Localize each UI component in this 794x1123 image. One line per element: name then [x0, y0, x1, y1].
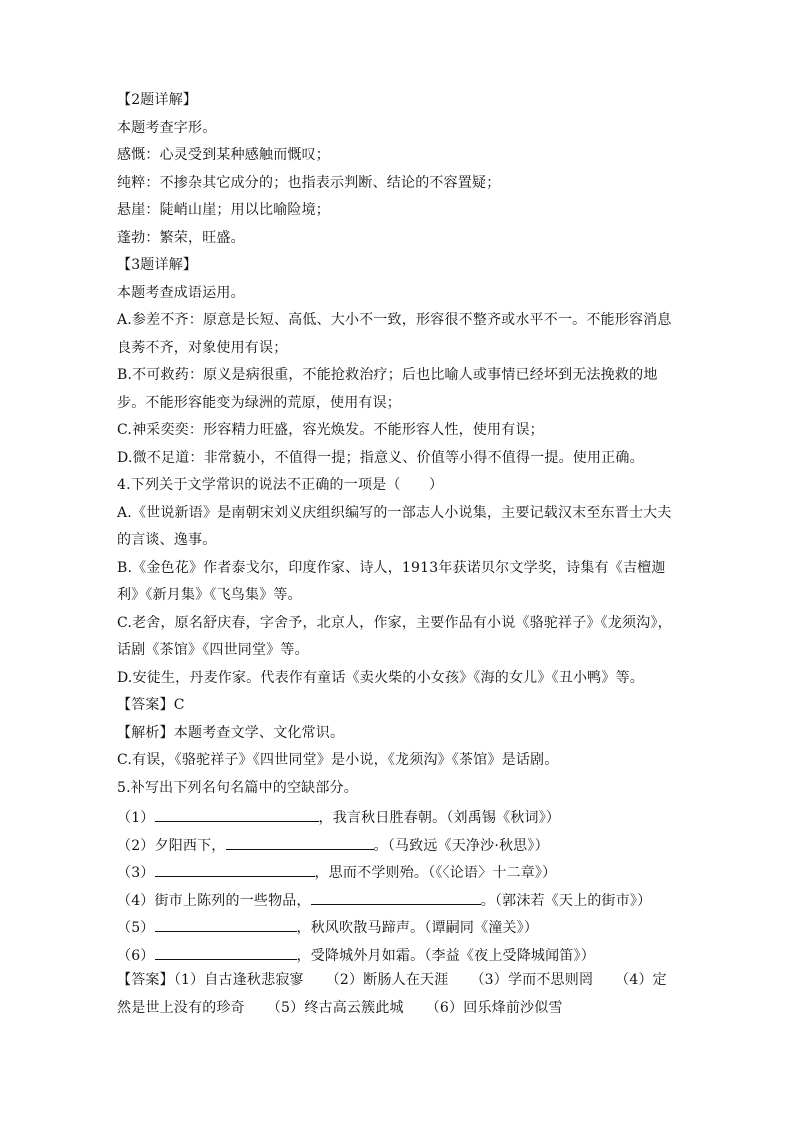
section-heading-q3: 【3题详解】 — [117, 257, 198, 273]
blank-prefix: （5） — [117, 920, 155, 936]
text-line: 利》《新月集》《飞鸟集》等。 — [117, 587, 302, 603]
blank-suffix: 。（郭沫若《天上的街市》） — [480, 892, 652, 909]
answer-label: 【答案】 — [117, 972, 174, 988]
text-line: 步。不能形容能变为绿洲的荒原，使用有误； — [117, 394, 401, 411]
question-5: 5.补写出下列名句名篇中的空缺部分。 — [117, 779, 358, 796]
text-line: 悬崖：陡峭山崖；用以比喻险境； — [117, 202, 330, 218]
blank-line — [155, 808, 319, 822]
option-d: D.安徒生，丹麦作家。代表作有童话《卖火柴的小女孩》《海的女儿》《丑小鸭》等。 — [117, 669, 644, 686]
fill-blank-item — [117, 808, 677, 826]
fill-blank-item — [117, 863, 677, 881]
blank-line — [155, 946, 297, 960]
answer-item: （2）断肠人在天涯 — [325, 972, 449, 988]
blank-suffix: ，受降城外月如霜。（李益《夜上受降城闻笛》） — [296, 947, 595, 964]
blank-suffix: ，我言秋日胜春朝。（刘禹锡《秋词》） — [318, 810, 561, 826]
answer-item: （1）自古逢秋悲寂寥 — [173, 972, 304, 988]
fill-blank-item — [117, 836, 677, 854]
blank-suffix: 。（马致远《天净沙·秋思》） — [373, 837, 549, 854]
blank-line — [155, 863, 315, 877]
fill-blank-item — [117, 946, 677, 964]
text-line: 感慨：心灵受到某种感触而慨叹； — [117, 147, 330, 163]
document-page — [117, 93, 677, 1028]
text-line: 蓬勃：繁荣，旺盛。 — [117, 229, 245, 246]
blank-prefix: （2）夕阳西下， — [117, 837, 226, 854]
blank-prefix: （6） — [117, 947, 155, 964]
section-heading-q2: 【2题详解】 — [117, 92, 198, 108]
text-line: A.参差不齐：原意是长短、高低、大小不一致，形容很不整齐或水平不一。不能形容消息 — [117, 312, 672, 328]
blank-prefix: （3） — [117, 865, 155, 881]
answer-item: （6）回乐烽前沙似雪 — [425, 999, 563, 1016]
question-4: 4.下列关于文学常识的说法不正确的一项是（ ） — [117, 477, 444, 493]
option-a: A.《世说新语》是南朝宋刘义庆组织编写的一部志人小说集，主要记载汉末至东晋士大夫 — [117, 504, 672, 521]
text-line: B.不可救药：原义是病很重，不能抢救治疗；后也比喻人或事情已经坏到无法挽救的地 — [117, 367, 658, 383]
blank-prefix: （1） — [117, 810, 155, 826]
text-line: 本题考查字形。 — [117, 119, 217, 136]
blank-suffix: ，秋风吹散马蹄声。（谭嗣同《潼关》） — [296, 920, 539, 936]
blank-line — [311, 891, 481, 905]
text-line: 良莠不齐，对象使用有误； — [117, 339, 288, 356]
answer-item: 然是世上没有的珍奇 — [117, 999, 245, 1016]
text-line: D.微不足道：非常藐小，不值得一提；指意义、价值等小得不值得一提。使用正确。 — [117, 449, 644, 466]
text-line: 本题考查成语运用。 — [117, 284, 245, 301]
answer-q4: 【答案】C — [117, 697, 185, 713]
text-line: 话剧《茶馆》《四世同堂》等。 — [117, 642, 309, 658]
text-line: C.有误，《骆驼祥子》《四世同堂》是小说，《龙须沟》《茶馆》是话剧。 — [117, 752, 559, 768]
answer-q5-line1 — [117, 973, 677, 987]
answer-item: （4）定 — [615, 972, 667, 988]
option-c: C.老舍，原名舒庆春，字舍予，北京人，作家，主要作品有小说《骆驼祥子》《龙须沟》， — [117, 614, 672, 631]
fill-blank-item — [117, 918, 677, 936]
blank-suffix: ，思而不学则殆。（《〈论语〉十二章》） — [314, 865, 557, 881]
answer-q5-line2 — [117, 1001, 677, 1015]
text-line: C.神采奕奕：形容精力旺盛，容光焕发。不能形容人性，使用有误； — [117, 422, 544, 438]
option-b: B.《金色花》作者泰戈尔，印度作家、诗人，1913年获诺贝尔文学奖，诗集有《吉檀迦 — [117, 559, 666, 576]
fill-blank-item — [117, 891, 677, 909]
blank-prefix: （4）街市上陈列的一些物品， — [117, 892, 311, 909]
analysis-q4: 【解析】本题考查文学、文化常识。 — [117, 724, 345, 741]
text-line: 的言谈、逸事。 — [117, 532, 217, 548]
blank-line — [226, 836, 374, 850]
answer-item: （3）学而不思则罔 — [470, 972, 594, 988]
text-line: 纯粹：不掺杂其它成分的；也指表示判断、结论的不容置疑； — [117, 174, 501, 191]
blank-line — [155, 918, 297, 932]
answer-item: （5）终古高云簇此城 — [266, 999, 404, 1016]
